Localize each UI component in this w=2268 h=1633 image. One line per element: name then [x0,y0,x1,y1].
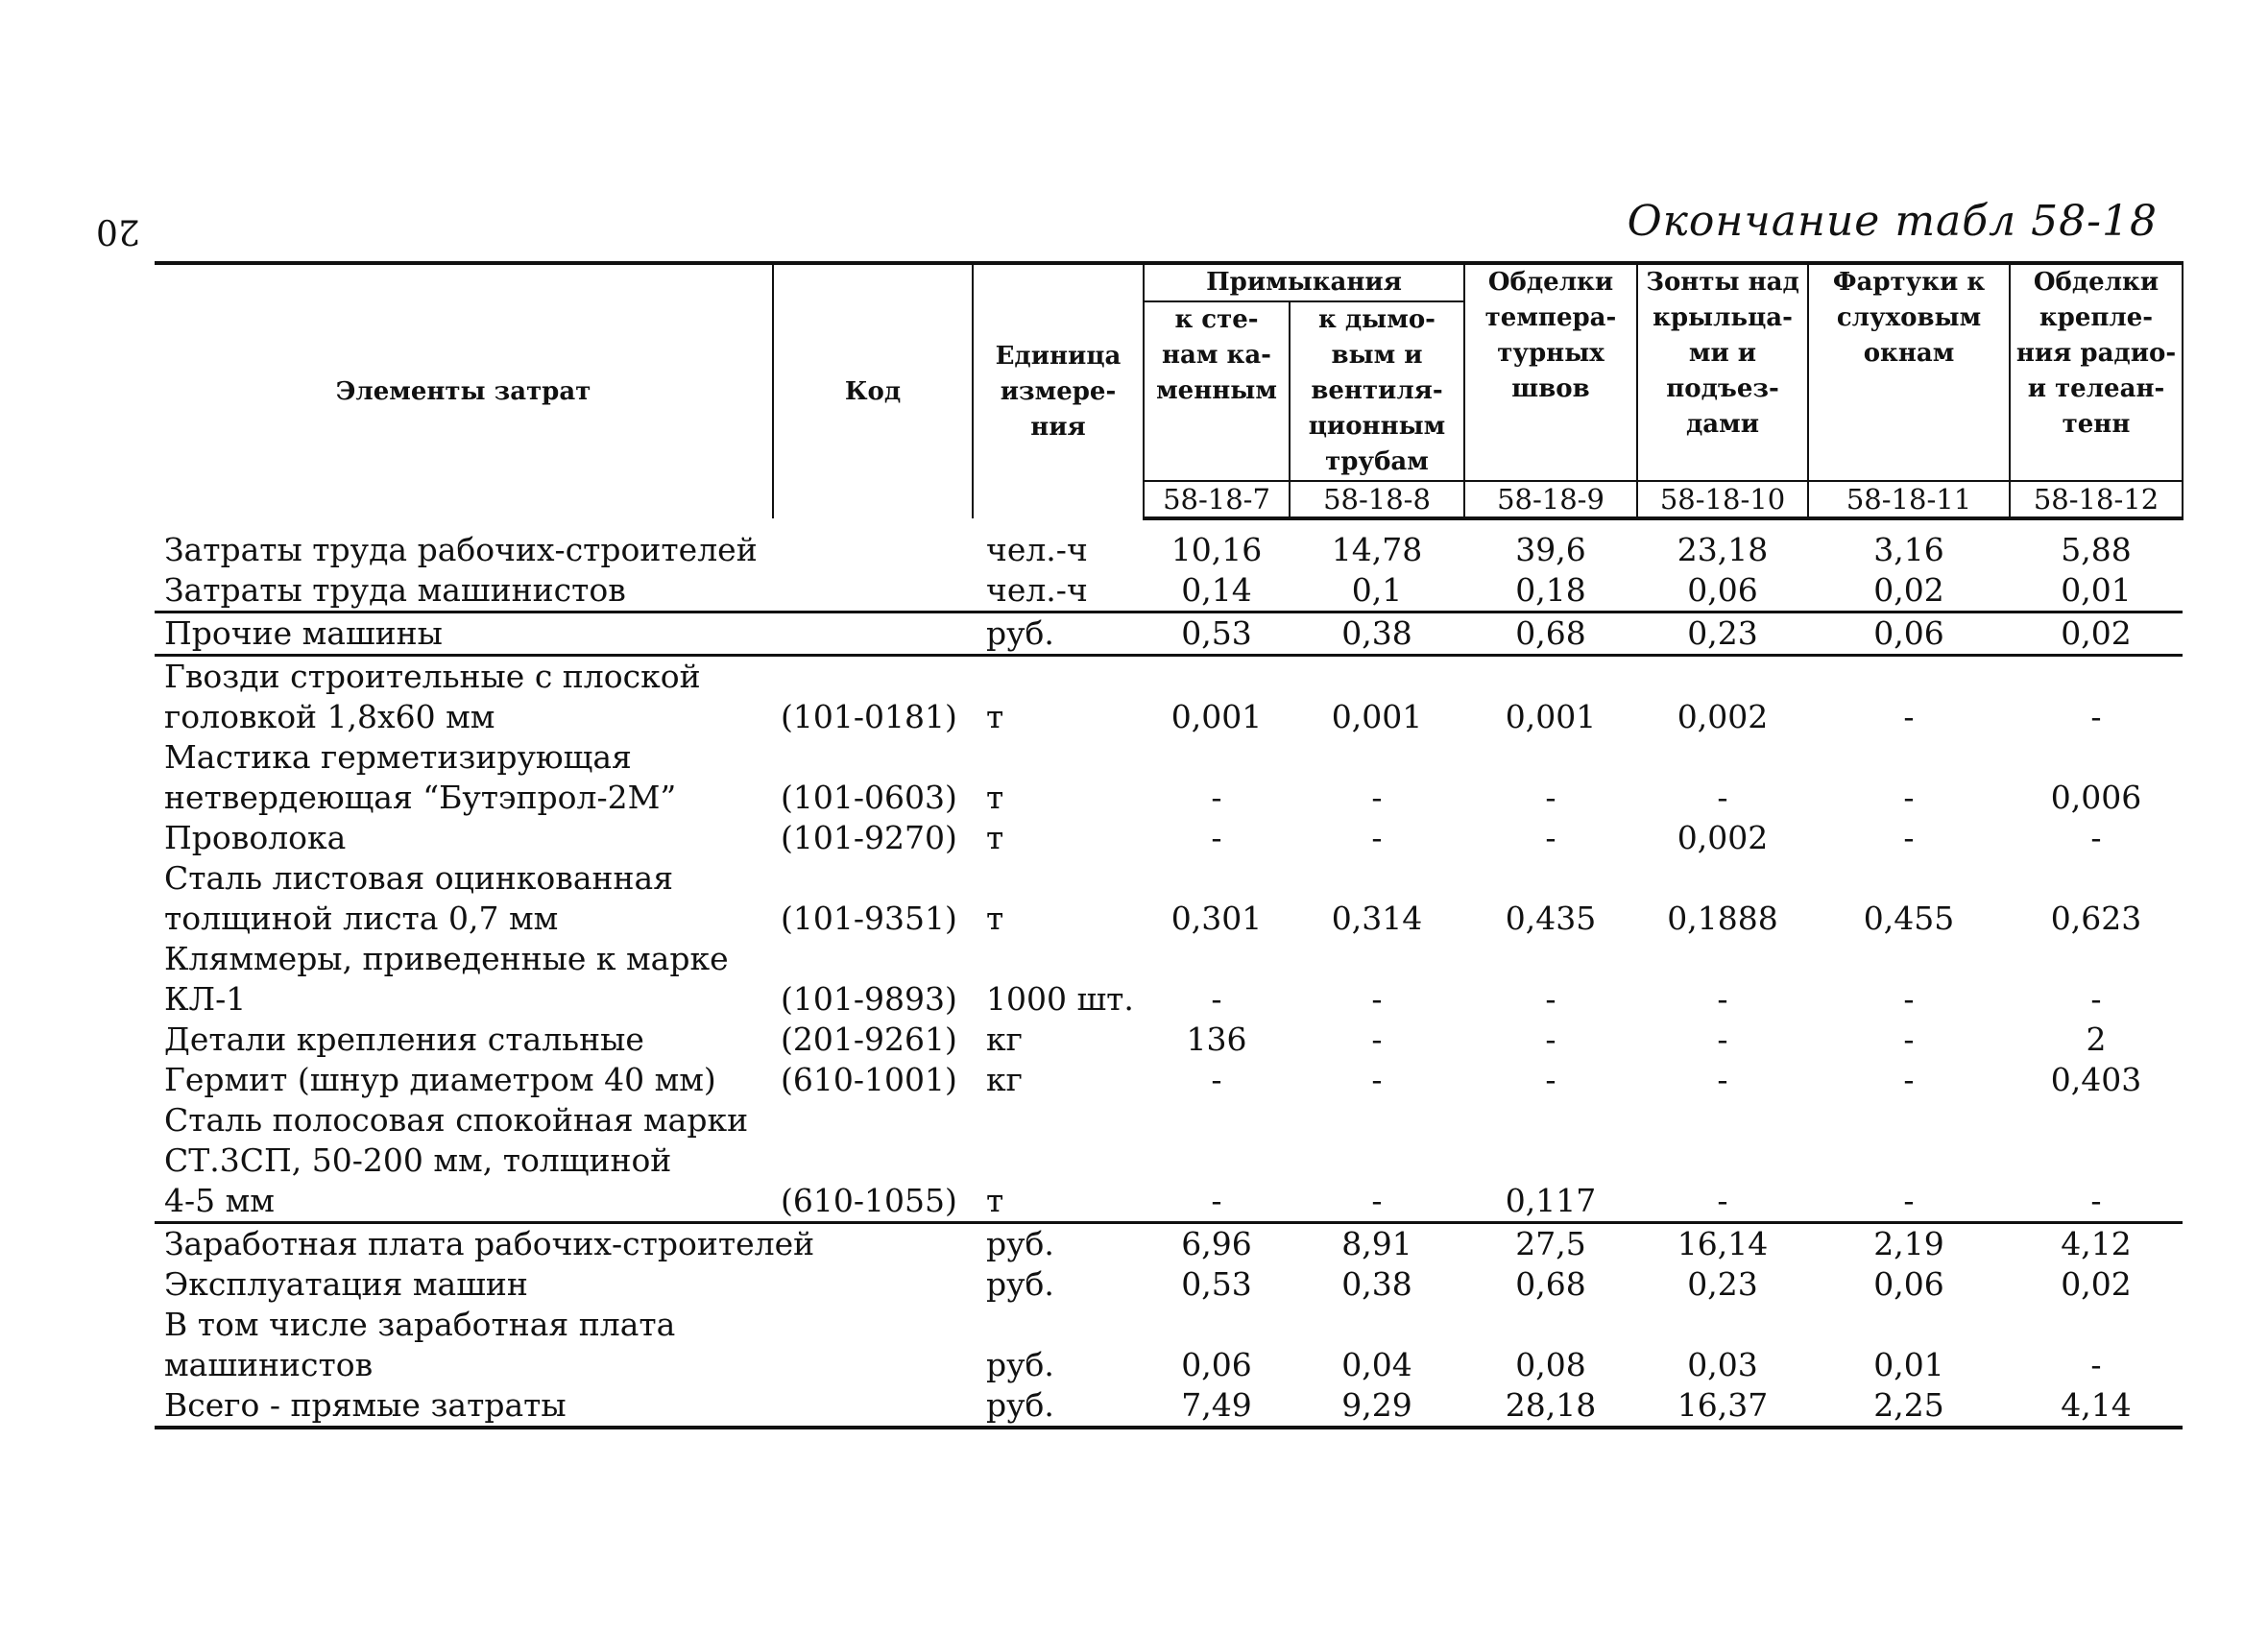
row-name: Всего - прямые затраты [155,1385,773,1428]
row-name-line: Кляммеры, приведенные к марке [164,940,729,977]
row-unit: кг [986,1021,1023,1058]
row-value: 27,5 [1515,1225,1586,1262]
row-name-line: толщиной листа 0,7 мм [164,900,559,937]
row-name-line: головкой 1,8х60 мм [164,698,495,735]
row-value: 10,16 [1170,531,1263,568]
row-value: 0,403 [2050,1061,2142,1098]
header-group-adjoining: Примыкания [1144,263,1464,301]
row-value: 0,23 [1687,1265,1758,1303]
row-name-line: 4-5 мм [164,1182,275,1219]
row-value: - [1545,1061,1556,1098]
header-code-2: 58-18-8 [1290,481,1464,518]
row-value: 4,12 [2061,1225,2132,1262]
row-value: 8,91 [1341,1225,1412,1262]
row-name-line: Сталь полосовая спокойная марки [164,1101,749,1139]
row-value: 0,06 [1808,612,2010,656]
row-value: - [2090,819,2102,856]
row-value: - [1903,698,1915,735]
row-value: - [1211,1061,1222,1098]
row-name [155,1100,773,1223]
row-value: 0,1 [1290,570,1464,612]
table-row [155,518,2183,570]
row-name: Детали крепления стальные [164,1021,644,1058]
row-value: 0,38 [1341,1265,1412,1303]
row-value: 6,96 [1181,1225,1252,1262]
row-unit: т [986,779,1004,816]
row-code [773,612,973,656]
row-value: 0,001 [1170,698,1263,735]
row-name-line: СТ.3СП, 50-200 мм, толщиной [164,1141,672,1179]
row-value: 2 [2086,1021,2107,1058]
row-code: (101-9351) [781,900,957,937]
header-elements: Элементы затрат [155,263,773,518]
row-value: 0,314 [1331,900,1423,937]
row-value: 7,49 [1144,1385,1290,1428]
row-value: - [1903,980,1915,1018]
row-name [155,737,773,818]
row-code: (101-0181) [781,698,957,735]
row-value: - [1290,1100,1464,1223]
row-value: 4,14 [2010,1385,2183,1428]
row-name [155,656,773,738]
row-unit: чел.-ч [986,531,1088,568]
row-value: 0,002 [1677,698,1769,735]
row-value: 0,68 [1515,1265,1586,1303]
row-code: (610-1001) [781,1061,957,1098]
header-col2: к дымо-вым и вентиля-ционным трубам [1290,301,1464,481]
header-code-6: 58-18-12 [2010,481,2183,518]
row-value: - [1717,779,1728,816]
row-value: 23,18 [1677,531,1769,568]
table-row [155,1020,2183,1060]
row-value: 2,19 [1873,1225,1944,1262]
row-code: (610-1055) [773,1100,973,1223]
header-code-1: 58-18-7 [1144,481,1290,518]
row-value: - [1211,779,1222,816]
row-value: 0,08 [1515,1346,1586,1383]
header-col5: Фартуки к слуховым окнам [1808,263,2010,481]
row-value: - [1371,1021,1383,1058]
row-value: 0,14 [1144,570,1290,612]
row-value: 28,18 [1464,1385,1637,1428]
row-value: - [1545,980,1556,1018]
table-row [155,612,2183,656]
row-name: Затраты труда рабочих-строителей [164,531,758,568]
row-value: 0,117 [1464,1100,1637,1223]
row-value: 0,02 [2061,1265,2132,1303]
row-name-line: машинистов [164,1346,374,1383]
row-value: 0,001 [1331,698,1423,735]
row-value: - [1211,980,1222,1018]
row-value: - [2090,980,2102,1018]
row-unit: кг [986,1061,1023,1098]
table-row [155,1100,2183,1223]
row-value: 0,455 [1863,900,1955,937]
row-value: 0,06 [1637,570,1808,612]
row-code: (101-0603) [781,779,957,816]
row-value: - [1545,779,1556,816]
row-value: 16,14 [1677,1225,1769,1262]
row-name: Проволока [164,819,347,856]
row-unit: т [986,819,1004,856]
table-row [155,818,2183,858]
header-col3: Обделки темпера-турных швов [1464,263,1637,481]
row-value: 2,25 [1808,1385,2010,1428]
row-name: Гермит (шнур диаметром 40 мм) [164,1061,716,1098]
row-name-line: КЛ-1 [164,980,247,1018]
row-value: - [1717,1061,1728,1098]
row-name-line: Мастика герметизирующая [164,738,632,776]
table-row [155,1060,2183,1100]
row-value: 0,02 [1808,570,2010,612]
row-code [773,1305,973,1385]
row-value: 0,04 [1341,1346,1412,1383]
row-name-line: Сталь листовая оцинкованная [164,859,674,897]
header-col6: Обделки крепле-ния радио- и телеан-тенн [2010,263,2183,481]
row-unit: руб. [973,612,1144,656]
table-body [155,518,2183,1428]
row-value: 0,1888 [1667,900,1778,937]
cost-table [155,261,2184,1429]
table-row [155,656,2183,738]
row-value: - [1717,1021,1728,1058]
row-value: - [1903,779,1915,816]
row-value: 0,06 [1873,1265,1944,1303]
row-name [155,858,773,939]
row-unit: т [986,900,1004,937]
row-value: 16,37 [1637,1385,1808,1428]
table-row [155,939,2183,1020]
row-value: 0,03 [1687,1346,1758,1383]
row-value: - [1717,980,1728,1018]
row-name [155,1305,773,1385]
row-code: (101-9270) [781,819,957,856]
row-value: - [1371,819,1383,856]
row-code [773,570,973,612]
header-code: Код [773,263,973,518]
row-unit: руб. [986,1225,1054,1262]
row-name: Эксплуатация машин [164,1265,528,1303]
row-value: - [2010,1100,2183,1223]
row-value: - [1545,1021,1556,1058]
row-unit: т [986,698,1004,735]
row-value: - [2090,1346,2102,1383]
row-unit: чел.-ч [973,570,1144,612]
row-code: (201-9261) [781,1021,957,1058]
row-value: 0,06 [1181,1346,1252,1383]
row-value: - [1211,819,1222,856]
row-value: 0,53 [1181,1265,1252,1303]
table-header [155,263,2183,518]
row-unit: т [973,1100,1144,1223]
table-row [155,1385,2183,1428]
table-row [155,1305,2183,1385]
row-value: 0,53 [1144,612,1290,656]
row-value: 0,435 [1505,900,1597,937]
row-value: 0,38 [1290,612,1464,656]
row-name: Затраты труда машинистов [155,570,773,612]
header-code-3: 58-18-9 [1464,481,1637,518]
row-value: 0,23 [1637,612,1808,656]
row-value: 0,001 [1505,698,1597,735]
row-value: 5,88 [2061,531,2132,568]
row-name: Заработная плата рабочих-строителей [164,1225,815,1262]
row-unit: руб. [986,1346,1054,1383]
table-title: Окончание табл 58-18 [1627,197,2158,246]
row-name-line: В том числе заработная плата [164,1306,676,1343]
row-value: 9,29 [1290,1385,1464,1428]
row-code [773,1264,973,1305]
row-value: - [1637,1100,1808,1223]
row-value: 39,6 [1515,531,1586,568]
header-col4: Зонты над крыльца-ми и подъез-дами [1637,263,1808,481]
row-value: 0,02 [2010,612,2183,656]
row-value: 0,002 [1677,819,1769,856]
row-value: - [1545,819,1556,856]
row-value: - [1371,980,1383,1018]
row-value: 0,623 [2050,900,2142,937]
header-code-5: 58-18-11 [1808,481,2010,518]
row-name [155,939,773,1020]
row-name-line: нетвердеющая “Бутэпрол-2М” [164,779,677,816]
table-row [155,1223,2183,1265]
row-value: 0,68 [1464,612,1637,656]
row-value: - [1808,1100,2010,1223]
row-value: - [1903,1061,1915,1098]
row-value: 0,006 [2050,779,2142,816]
header-unit: Единица измере-ния [973,263,1144,518]
row-value: - [2090,698,2102,735]
row-unit: руб. [973,1385,1144,1428]
row-name: Прочие машины [155,612,773,656]
header-col1: к сте-нам ка-менным [1144,301,1290,481]
row-value: 136 [1186,1021,1247,1058]
row-code: (101-9893) [781,980,957,1018]
row-value: 0,18 [1464,570,1637,612]
row-value: - [1903,819,1915,856]
row-name-line: Гвозди строительные с плоской [164,658,701,695]
table-row [155,737,2183,818]
row-value: 3,16 [1873,531,1944,568]
header-code-4: 58-18-10 [1637,481,1808,518]
table-row [155,570,2183,612]
row-unit: руб. [986,1265,1054,1303]
table-row [155,1264,2183,1305]
row-value: - [1371,1061,1383,1098]
row-code [773,1385,973,1428]
row-value: 14,78 [1331,531,1423,568]
row-value: - [1144,1100,1290,1223]
row-value: 0,01 [2010,570,2183,612]
row-value: - [1371,779,1383,816]
page-number: 20 [96,211,140,251]
row-value: 0,01 [1873,1346,1944,1383]
row-value: - [1903,1021,1915,1058]
row-unit: 1000 шт. [986,980,1134,1018]
table-row [155,858,2183,939]
row-value: 0,301 [1170,900,1263,937]
